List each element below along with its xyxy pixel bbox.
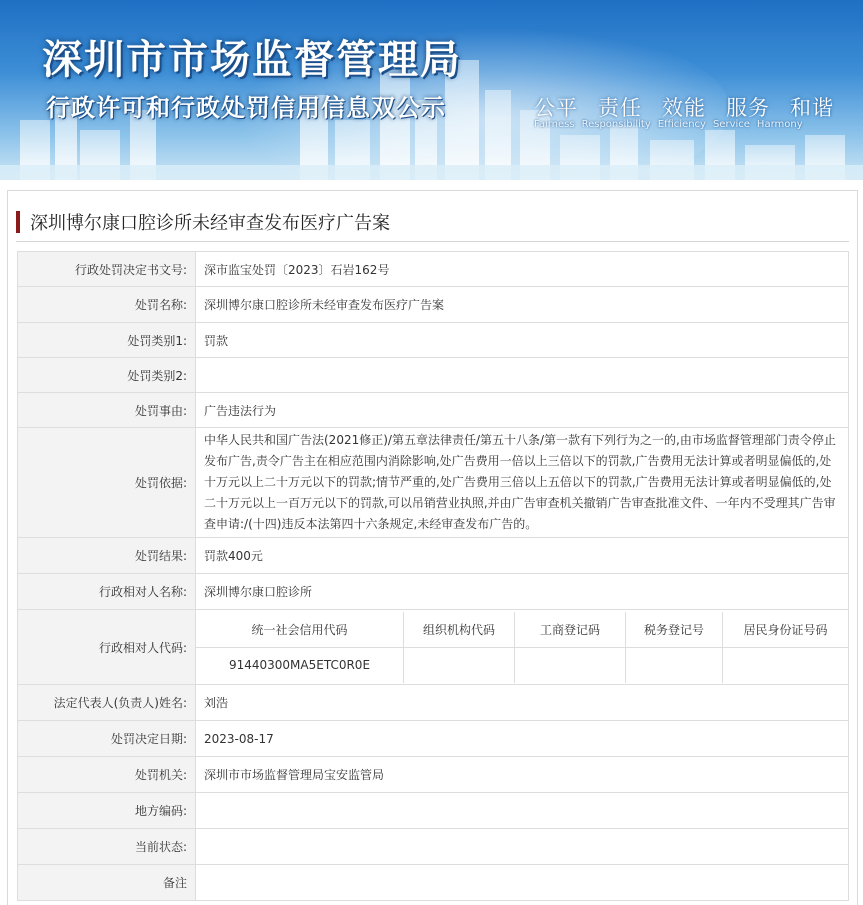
tax-reg-value	[626, 647, 723, 683]
party-code-cell	[196, 610, 849, 685]
field-label: 处罚依据:	[18, 428, 196, 538]
portal-subtitle: 行政许可和行政处罚信用信息双公示	[46, 94, 446, 122]
decision-date-value: 2023-08-17	[196, 721, 849, 757]
table-row	[18, 793, 849, 829]
table-row	[18, 685, 849, 721]
remarks-value	[196, 865, 849, 901]
agency-title: 深圳市市场监督管理局	[42, 37, 462, 83]
motto-item: 效能	[662, 96, 706, 120]
table-row	[18, 610, 849, 685]
basis-value: 中华人民共和国广告法(2021修正)/第五章法律责任/第五十八条/第一款有下列行为之一的,由市场监督管理部门责令停止发布广告,责令广告主在相应范围内消除影响,处广告费用一倍以上三倍以下的罚款,广告费用无法计算或者明显偏低的,处十万元以上二十万元以下的罚款;情节严重的,处广告费用三倍以上五倍以下的罚款,广告费用无法计算或者明显偏低的,处二十万元以上一百万元以下的罚款,可以吊销营业执照,并由广告审查机关撤销广告审查批准文件、一年内不受理其广告审查申请:/(十四)违反本法第四十六条规定,未经审查发布广告的。	[196, 428, 849, 538]
penalty-name-value: 深圳博尔康口腔诊所未经审查发布医疗广告案	[196, 287, 849, 323]
code-header: 税务登记号	[626, 612, 723, 648]
table-row	[18, 757, 849, 793]
page-title: 深圳博尔康口腔诊所未经审查发布医疗广告案	[30, 213, 390, 234]
page-title-row	[16, 211, 390, 233]
code-header: 组织机构代码	[404, 612, 515, 648]
motto-en-item: Responsibility	[581, 119, 651, 130]
motto-en-item: Service	[712, 119, 750, 130]
party-name-value: 深圳博尔康口腔诊所	[196, 574, 849, 610]
header-banner	[0, 0, 863, 180]
credit-code-value: 91440300MA5ETC0R0E	[228, 658, 371, 672]
table-row	[18, 358, 849, 393]
field-label: 行政处罚决定书文号:	[18, 252, 196, 287]
table-row	[18, 393, 849, 428]
motto-en-item: Efficiency	[657, 119, 706, 130]
table-row	[18, 287, 849, 323]
motto-en-item: Harmony	[756, 119, 803, 130]
area-code-value	[196, 793, 849, 829]
case-info-table	[17, 251, 849, 901]
field-label: 当前状态:	[18, 829, 196, 865]
field-label: 地方编码:	[18, 793, 196, 829]
reason-value: 广告违法行为	[196, 393, 849, 428]
motto-en-item: Fairness	[534, 119, 575, 130]
business-reg-value	[515, 647, 626, 683]
motto-item: 服务	[726, 96, 770, 120]
result-value: 罚款400元	[196, 538, 849, 574]
field-label: 处罚决定日期:	[18, 721, 196, 757]
field-label: 处罚类别2:	[18, 358, 196, 393]
code-value-row	[196, 647, 848, 683]
code-header: 居民身份证号码	[723, 612, 849, 648]
table-row	[18, 252, 849, 287]
field-label: 处罚类别1:	[18, 323, 196, 358]
code-header-row	[196, 612, 848, 648]
code-header: 工商登记码	[515, 612, 626, 648]
org-code-value	[404, 647, 515, 683]
table-row	[18, 721, 849, 757]
field-label: 处罚名称:	[18, 287, 196, 323]
party-code-table	[196, 612, 848, 683]
field-label: 行政相对人名称:	[18, 574, 196, 610]
motto-english-list	[534, 119, 803, 130]
table-row	[18, 323, 849, 358]
motto-item: 责任	[598, 96, 642, 120]
authority-value: 深圳市市场监督管理局宝安监管局	[196, 757, 849, 793]
field-label: 处罚机关:	[18, 757, 196, 793]
motto-item: 公平	[534, 96, 578, 120]
motto-item: 和谐	[790, 96, 834, 120]
field-label: 备注	[18, 865, 196, 901]
table-row	[18, 538, 849, 574]
table-row	[18, 829, 849, 865]
table-row	[18, 574, 849, 610]
field-label: 处罚事由:	[18, 393, 196, 428]
table-row	[18, 865, 849, 901]
field-label: 法定代表人(负责人)姓名:	[18, 685, 196, 721]
decision-number-value: 深市监宝处罚〔2023〕石岩162号	[196, 252, 849, 287]
id-card-value	[723, 647, 849, 683]
category2-value	[196, 358, 849, 393]
case-detail-panel	[7, 190, 858, 905]
category1-value: 罚款	[196, 323, 849, 358]
status-value	[196, 829, 849, 865]
field-label: 处罚结果:	[18, 538, 196, 574]
field-label: 行政相对人代码:	[18, 610, 196, 685]
code-header: 统一社会信用代码	[196, 612, 404, 648]
title-divider	[16, 241, 849, 242]
legal-rep-value: 刘浩	[196, 685, 849, 721]
title-accent-bar	[16, 211, 20, 233]
motto-list	[534, 92, 834, 122]
table-row	[18, 428, 849, 538]
